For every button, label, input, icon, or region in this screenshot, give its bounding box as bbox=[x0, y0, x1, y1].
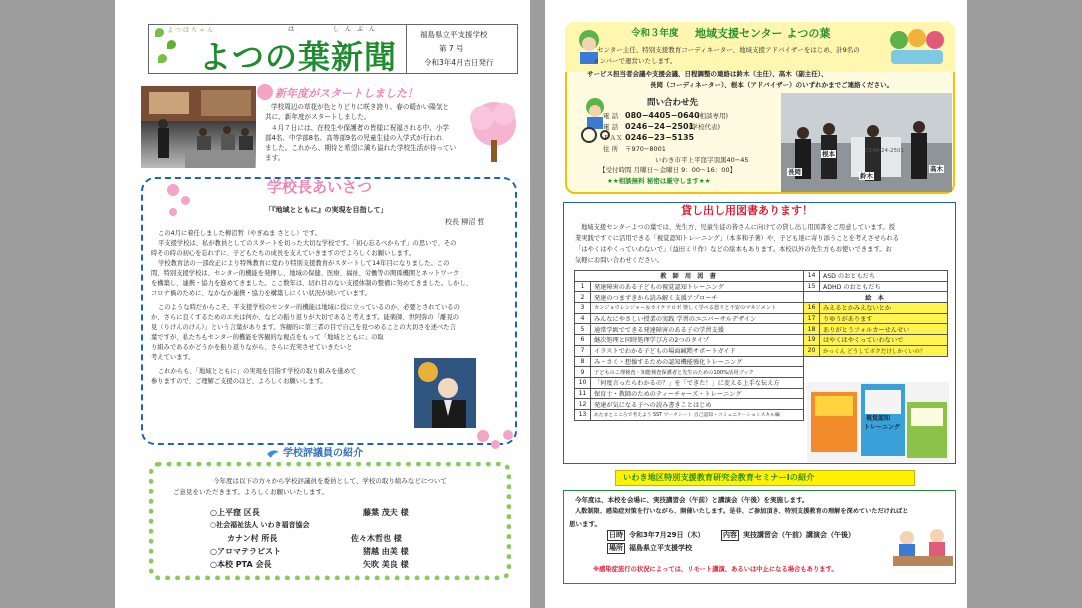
table-row bbox=[575, 409, 804, 420]
picture-books-table bbox=[803, 270, 948, 357]
contact-title: 問い合わせ先 bbox=[647, 98, 699, 108]
ceremony-photo bbox=[141, 86, 256, 168]
book-title: 保育士・教師のためのティーチャーズ・トレーニング bbox=[591, 388, 804, 399]
cover-label: トレーニング bbox=[864, 424, 900, 431]
book-number: 20 bbox=[804, 345, 820, 356]
greeting-line: ４月７日には、在校生や保護者の皆様に祝福される中、小学 bbox=[271, 123, 450, 132]
book-number: 4 bbox=[575, 313, 591, 324]
contact-value: 080−4405−0640 bbox=[625, 111, 700, 120]
photo-label: 長岡 bbox=[788, 168, 801, 176]
member-name: 藤葉 茂夫 様 bbox=[363, 508, 409, 517]
seminar-line: 思います。 bbox=[569, 520, 601, 528]
book-title: 通常学級でできる発達障害のある子の学習支援 bbox=[591, 324, 804, 335]
photo-label: 高木 bbox=[930, 165, 943, 173]
newsletter-page-1 bbox=[115, 0, 530, 608]
seminar-note: ※感染症流行の状況によっては、リモート講演、あるいは中止になる場合もあります。 bbox=[593, 566, 838, 573]
table-row bbox=[804, 335, 948, 346]
principal-line: これからも、「地域とともに」の実現を目指す学校の取り組みを進めて bbox=[158, 368, 357, 375]
table-row bbox=[804, 303, 948, 314]
book-title: ありがとうフォルカーせんせい bbox=[820, 324, 948, 335]
picture-books-header: 絵 本 bbox=[804, 292, 948, 303]
flower-icon bbox=[503, 430, 513, 440]
clover-icon bbox=[167, 40, 176, 49]
cover-label: 視覚認知 bbox=[866, 415, 891, 422]
greeting-line: 学校周辺の草花が色とりどりに咲き誇り、春の暖かい陽気と bbox=[271, 103, 450, 111]
principal-line: コロナ禍のために、なかなか連携・協力を構築しにくい状況が続いています。 bbox=[151, 290, 371, 297]
table-row bbox=[575, 356, 804, 367]
contact-value: 0246−23−5135 bbox=[625, 133, 695, 142]
teacher-books-table bbox=[574, 270, 804, 421]
principal-line: 時その時の初心を忘れずに、子どもたちの成長を支えていきますのでよろしくお願いします。 bbox=[151, 250, 415, 257]
table-row bbox=[575, 345, 804, 356]
member-name: 佐々木哲也 様 bbox=[351, 534, 402, 543]
table-row bbox=[575, 324, 804, 335]
table-row bbox=[575, 388, 804, 399]
principal-line: 学校教育法の一部改正により特殊教育に変わり特別支援教育がスタートして14年目になりました。この bbox=[158, 260, 450, 267]
book-title: ADHD のおともだち bbox=[820, 281, 948, 292]
contact-value: 〒970−8001 bbox=[625, 145, 666, 153]
books-intro bbox=[575, 222, 950, 266]
principal-line: 参りますので、ご理解ご支援のほど、よろしくお願いします。 bbox=[151, 378, 327, 385]
meeting-illustration bbox=[893, 526, 953, 570]
member-name: 猪越 由美 様 bbox=[363, 547, 409, 556]
books-headline: 貸し出し用図書あります！ bbox=[681, 204, 813, 217]
book-number: 6 bbox=[575, 335, 591, 346]
principal-line: り組みであるかどうかを振り返りながら、さらに充実させていきたいと bbox=[151, 344, 353, 351]
book-title: 発達障害のある子どもの視覚認知トレーニング bbox=[591, 281, 804, 292]
book-number: 19 bbox=[804, 335, 820, 346]
contact-label: ＦＡＸ bbox=[603, 134, 623, 142]
principal-subtitle: 「『地域とともに』の実現を目指して」 bbox=[265, 206, 388, 214]
clover-icon bbox=[158, 54, 167, 63]
seminar-place: 福島県立平支援学校 bbox=[629, 544, 692, 552]
issue-date: 令和3年4月吉日発行 bbox=[424, 58, 494, 67]
book-number: 15 bbox=[804, 281, 820, 292]
book-number: 14 bbox=[804, 271, 820, 282]
seminar-content-label: 内容 bbox=[723, 531, 737, 539]
principal-photo bbox=[414, 358, 476, 428]
table-row bbox=[575, 303, 804, 314]
seminar-content: 実技講習会（午前）講演会（午後） bbox=[743, 531, 855, 539]
principal-line: か、さらに良くするためのエ夫は何か、などの振り返りが大切であると考えます。能楽師、世阿弥の「離見の bbox=[151, 314, 460, 321]
book-title: ASD のおともだち bbox=[820, 271, 948, 282]
member-role: ○上平窪 区長 bbox=[210, 508, 260, 517]
ruby-shinbun: しんぶん bbox=[333, 26, 382, 33]
flower-icon bbox=[167, 184, 179, 196]
book-title: あたまとこころで考えよう SST ワークシート 自己認知・コミュニケーションスキル編 bbox=[591, 409, 804, 420]
councillors-intro-line: ご意見をいただきます。よろしくお願いいたします。 bbox=[173, 488, 328, 496]
newsletter-page-2 bbox=[545, 0, 967, 608]
book-title: りゆうがあります bbox=[820, 313, 948, 324]
greeting-line: 共に、新年度がスタートしました。 bbox=[265, 113, 371, 122]
table-row bbox=[575, 292, 804, 303]
principal-signature: 校長 柳沼 哲 bbox=[445, 218, 485, 226]
table-row bbox=[575, 313, 804, 324]
book-title: 「何度言ったらわかるの？」を「できた！」に変える上手な伝え方 bbox=[591, 377, 804, 388]
flower-icon bbox=[169, 208, 177, 216]
contact-note: (学校代表) bbox=[689, 123, 721, 131]
books-intro-line: 地域支援センターよつの葉では、先生方、児童生徒の皆さんに向けての貸し出し用図書をご用意しています。授 bbox=[581, 224, 896, 231]
table-row bbox=[804, 345, 948, 356]
seminar-date-label: 日時 bbox=[609, 531, 623, 539]
principal-line: 間、特別支援学校は、センター的機能を発揮し、地域の保健、医療、福祉、労働等の関係機関とネットワーク bbox=[151, 270, 460, 277]
member-role: ○社会福祉法人 いわき福音協会 bbox=[210, 521, 310, 529]
table-row bbox=[575, 377, 804, 388]
book-title: カンジョウレンジャー＆カイケツロボ 楽しく学べる怒りと不安のマネジメント bbox=[591, 303, 804, 314]
book-title: 発達が気になる子への読み書きことはじめ bbox=[591, 399, 804, 410]
member-role: カナン村 所長 bbox=[227, 534, 278, 543]
photo-label: 根本 bbox=[822, 150, 835, 158]
book-number: 9 bbox=[575, 367, 591, 378]
table-row bbox=[804, 324, 948, 335]
table-row bbox=[804, 313, 948, 324]
issue-number: 第 7 号 bbox=[439, 44, 464, 53]
book-number: 16 bbox=[804, 303, 820, 314]
contact-label: 電 話 bbox=[603, 112, 619, 120]
center-intro-line: メンバーで運営いたします。 bbox=[593, 57, 677, 65]
book-number: 2 bbox=[575, 292, 591, 303]
table-row bbox=[804, 271, 948, 282]
seminar-headline: いわき地区特別支援教育研究会教育セミナーⅠの紹介 bbox=[623, 472, 815, 482]
councillors-headline: 学校評議員の紹介 bbox=[283, 448, 363, 459]
principal-line: 見（りけんのけん）」という言葉があります。客観的に第三者の目で自己を見つめることの大切さを述べた言 bbox=[151, 324, 456, 331]
table-row bbox=[804, 281, 948, 292]
bird-icon bbox=[267, 448, 279, 458]
masthead-divider bbox=[406, 24, 407, 74]
seminar-line: 今年度は、本校を会場に、実技講習会（午前）と講演会（午後）を実施します。 bbox=[575, 496, 809, 504]
book-number: 3 bbox=[575, 303, 591, 314]
book-title: 子どものこ理検査・知能検査保護者と先生のための100%活用ブック bbox=[591, 367, 804, 378]
greeting-line: ます。 bbox=[265, 154, 285, 163]
flower-icon bbox=[181, 196, 190, 205]
book-title: かっくん どうしてボクだけしかくいの？ bbox=[820, 345, 948, 356]
book-number: 7 bbox=[575, 345, 591, 356]
seminar-line: 人数制限、感染症対策を行いながら、開催いたします。是非、ご参加頂き、特別支援教育の理解を深めていただければと bbox=[575, 508, 909, 515]
flower-icon bbox=[477, 430, 489, 442]
table-row bbox=[575, 335, 804, 346]
table-row bbox=[575, 367, 804, 378]
books-intro-line: 業実践ですぐに活用できる「視覚認知トレーニング」（本多和子著）や、子ども達に寄り添うことを考えさせられる bbox=[575, 235, 900, 242]
book-number: 13 bbox=[575, 409, 591, 420]
book-title: はやくはやくっていわないで bbox=[820, 335, 948, 346]
book-number: 10 bbox=[575, 377, 591, 388]
book-title: みんなにやさしい授業の実践 学習のユニバーサルデザイン bbox=[591, 313, 804, 324]
principal-headline: 学校長あいさつ bbox=[267, 178, 373, 196]
principal-line: を構築し、連携・協力を進めてきました。ここ数年は、切れ目のない支援体制の整備に努めてきました。しかし、 bbox=[151, 280, 473, 287]
book-number: 1 bbox=[575, 281, 591, 292]
greeting-line: 部4名、中学部8名、高等部9名の児童生徒の入学式が行われ bbox=[265, 133, 443, 142]
book-title: 発達のつまずきから読み解く支援アプローチ bbox=[591, 292, 804, 303]
book-title: み・さく・想像するための認知機能強化トレーニング bbox=[591, 356, 804, 367]
councillors-intro-line: 今年度は以下の方々から学校評議員を委員として、学校の取り組みなどについて bbox=[213, 477, 447, 485]
center-lead-line: サービス担当者会議や支援会議、日程調整の連絡は鈴木（主任）、高木（副主任）、 bbox=[587, 70, 828, 78]
photo-sign-text: 0246-24-2501 bbox=[865, 148, 904, 154]
contact-address: いわき市平上平窪字羽黒40−45 bbox=[655, 156, 749, 164]
member-role: ○アロマテラピスト bbox=[210, 547, 281, 556]
contact-hours: 【受付時間 月曜日～金曜日 9：00～16：00】 bbox=[599, 166, 737, 174]
book-number: 18 bbox=[804, 324, 820, 335]
principal-line: このような時だからこそ、平支援学校のセンター的機能は地域に役に立っているのか、必要とされているの bbox=[158, 304, 460, 311]
book-number: 12 bbox=[575, 399, 591, 410]
principal-line: 葉ですが、私たちもセンター的機能を客観的な視点をもって「地域とともに」の取 bbox=[151, 334, 384, 341]
greeting-headline: 新年度がスタートしました！ bbox=[275, 87, 418, 100]
contact-label: 住 所 bbox=[603, 145, 619, 153]
contact-note: (相談専用) bbox=[697, 112, 729, 120]
books-intro-line: 「はやくはやくっていわないで」（益田ミリ作）などの絵本もあります。本校以外の先生方もお使いできます。お bbox=[575, 246, 892, 253]
newsletter-title: よつの葉新聞 bbox=[199, 38, 398, 76]
teacher-books-header: 教 師 用 図 書 bbox=[575, 271, 804, 282]
contact-value: 0246−24−2501 bbox=[625, 122, 695, 131]
contact-label: 電 話 bbox=[603, 123, 619, 131]
group-mascot-icon bbox=[887, 26, 947, 66]
clover-icon bbox=[155, 28, 164, 37]
flower-icon bbox=[491, 440, 500, 449]
flower-icon bbox=[257, 84, 273, 100]
member-role: ○本校 PTA 会長 bbox=[210, 560, 272, 569]
principal-line: 平支援学校は、私が教員としてのスタートを切った大切な学校です。「初心忘るべからず」の思いで、その bbox=[158, 240, 457, 247]
ruby-ha: は bbox=[288, 26, 295, 33]
center-intro-line: センター主任、特別支援教育コーディネーター、地域支援アドバイザーをはじめ、計9名の bbox=[597, 46, 860, 54]
greeting-line: ました。これから、期待と希望に満ち溢れた学校生活が待ってい bbox=[265, 144, 457, 153]
center-lead-line: 長岡（コーディネーター）、根本（アドバイザー）のいずれかまでご連絡ください。 bbox=[650, 81, 894, 89]
free-consult-note: ★★相談無料 秘密は厳守します★★ bbox=[607, 177, 711, 185]
greeting-body bbox=[265, 102, 465, 164]
photo-label: 鈴木 bbox=[860, 172, 873, 180]
table-row bbox=[575, 281, 804, 292]
principal-line: この4月に着任しました柳沼哲（やぎぬま さとし）です。 bbox=[158, 230, 321, 237]
principal-line: 考えています。 bbox=[151, 354, 195, 361]
center-year: 令和３年度 bbox=[631, 28, 679, 39]
yotsuba-kana: よつばちゃん bbox=[167, 27, 216, 34]
table-row bbox=[575, 399, 804, 410]
seminar-place-label: 場所 bbox=[609, 544, 623, 552]
cherry-tree-icon bbox=[468, 100, 520, 164]
school-name: 福島県立平支援学校 bbox=[420, 30, 488, 39]
center-title: 地域支援センター よつの葉 bbox=[695, 27, 831, 40]
book-title: イラストでわかる子どもの場面緘黙サポートガイド bbox=[591, 345, 804, 356]
book-number: 8 bbox=[575, 356, 591, 367]
book-title: みえるとかみえないとか bbox=[820, 303, 948, 314]
book-title: 継次処理と同時処理学び方の2つのタイプ bbox=[591, 335, 804, 346]
seminar-date: 令和3年7月29日（木） bbox=[629, 531, 705, 539]
book-number: 5 bbox=[575, 324, 591, 335]
book-number: 11 bbox=[575, 388, 591, 399]
books-intro-line: 気軽にお問い合わせください。 bbox=[575, 257, 664, 264]
member-name: 矢吹 美良 様 bbox=[363, 560, 409, 569]
book-number: 17 bbox=[804, 313, 820, 324]
